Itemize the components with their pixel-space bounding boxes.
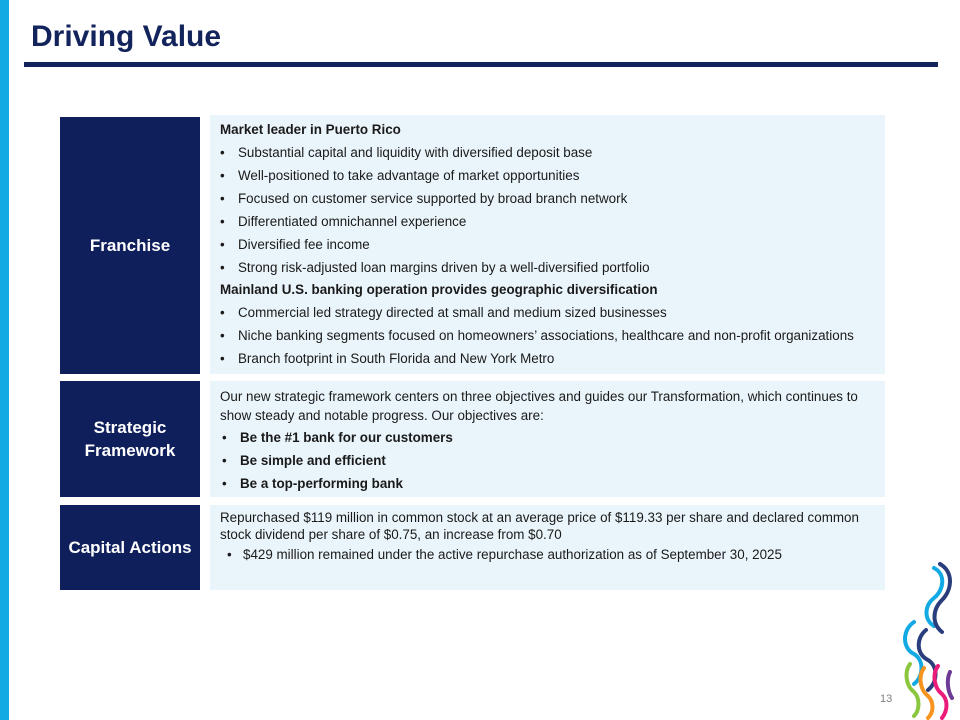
bullet-dot: •	[222, 430, 227, 445]
bullet-dot: •	[220, 305, 225, 320]
strategic-content	[210, 381, 885, 497]
capital-line2: stock dividend per share of $0.75, an increase from $0.70	[220, 527, 562, 542]
franchise-heading-us: Mainland U.S. banking operation provides geographic diversification	[220, 282, 658, 297]
strategic-label-line2: Framework	[84, 441, 176, 460]
capital-label: Capital Actions	[68, 538, 192, 557]
franchise-label: Franchise	[89, 236, 171, 255]
franchise-content	[210, 115, 885, 374]
list-item: Well-positioned to take advantage of market opportunities	[238, 168, 580, 183]
objective-item: Be a top-performing bank	[240, 476, 403, 491]
bullet-dot: •	[220, 145, 225, 160]
strategic-intro-line2: show steady and notable progress. Our objectives are:	[220, 408, 544, 423]
bullet-dot: •	[220, 214, 225, 229]
brand-logo-icon	[900, 560, 956, 720]
title-divider	[24, 62, 938, 67]
left-accent-strip	[0, 0, 9, 720]
objective-item: Be the #1 bank for our customers	[240, 430, 453, 445]
bullet-dot: •	[220, 351, 225, 366]
objective-item: Be simple and efficient	[240, 453, 386, 468]
bullet-dot: •	[220, 237, 225, 252]
capital-item: $429 million remained under the active repurchase authorization as of September 30, 2025	[243, 547, 782, 562]
capital-line1: Repurchased $119 million in common stock at an average price of $119.33 per share and declared common	[220, 510, 859, 525]
list-item: Differentiated omnichannel experience	[238, 214, 467, 229]
bullet-dot: •	[222, 476, 227, 491]
bullet-dot: •	[227, 547, 232, 562]
list-item: Strong risk-adjusted loan margins driven by a well-diversified portfolio	[238, 260, 650, 275]
page-title: Driving Value	[31, 20, 222, 53]
list-item: Diversified fee income	[238, 237, 370, 252]
list-item: Substantial capital and liquidity with diversified deposit base	[238, 145, 593, 160]
list-item: Branch footprint in South Florida and New York Metro	[238, 351, 555, 366]
list-item: Focused on customer service supported by broad branch network	[238, 191, 628, 206]
bullet-dot: •	[220, 328, 225, 343]
bullet-dot: •	[220, 168, 225, 183]
bullet-dot: •	[220, 191, 225, 206]
franchise-label-box	[60, 117, 200, 374]
strategic-label-line1: Strategic	[93, 418, 167, 437]
bullet-dot: •	[222, 453, 227, 468]
page-number: 13	[880, 693, 893, 705]
strategic-intro-line1: Our new strategic framework centers on three objectives and guides our Transformation, which continues to	[220, 389, 858, 404]
list-item: Commercial led strategy directed at small and medium sized businesses	[238, 305, 667, 320]
franchise-heading-pr: Market leader in Puerto Rico	[220, 122, 401, 137]
capital-content	[210, 505, 885, 590]
list-item: Niche banking segments focused on homeowners’ associations, healthcare and non-profit organizations	[238, 328, 854, 343]
capital-label-box	[60, 505, 200, 590]
bullet-dot: •	[220, 260, 225, 275]
strategic-label-box	[60, 381, 200, 497]
